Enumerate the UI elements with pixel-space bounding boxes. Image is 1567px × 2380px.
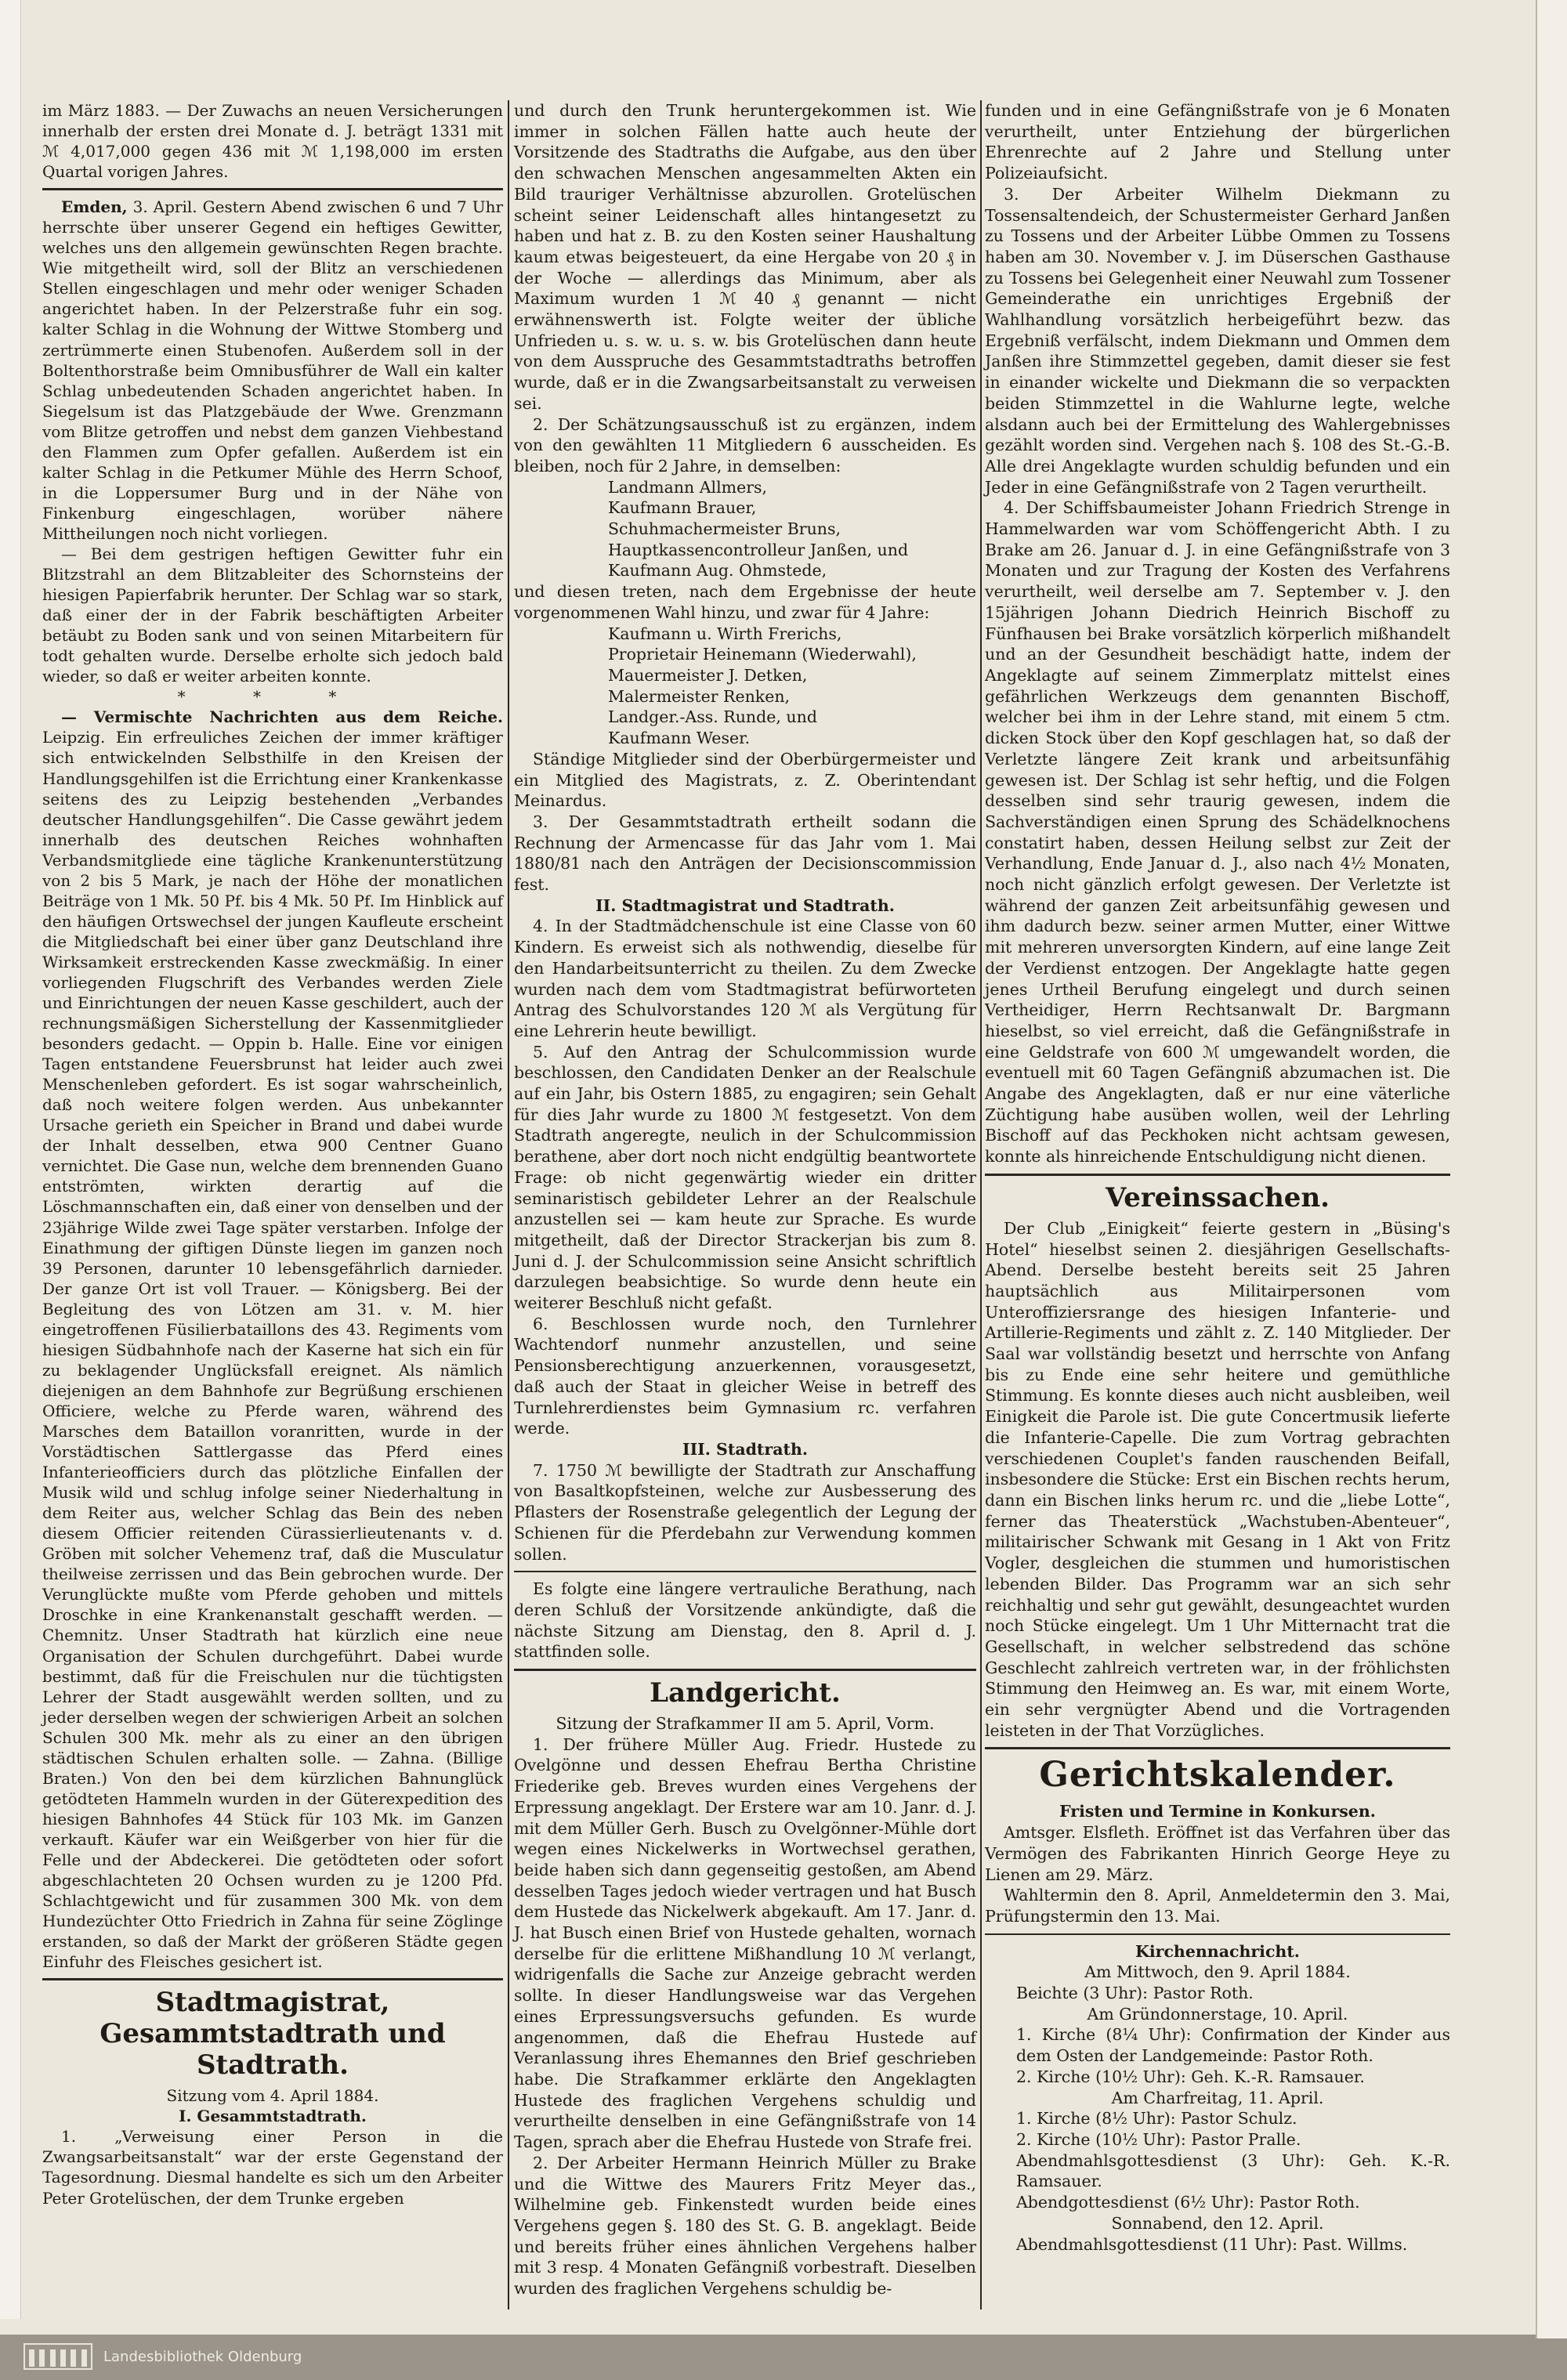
list-item: Malermeister Renken, — [608, 686, 791, 706]
emden-heading: Emden, — [61, 197, 128, 217]
new-members-paragraph: und diesen treten, nach dem Ergebnisse der heute vorgenommenen Wahl hinzu, und zwar für 4 Jahre: — [514, 582, 976, 622]
stadtrath-subheading: II. Stadtmagistrat und Stadtrath. — [595, 895, 895, 915]
gerichtskalender-subheading: Fristen und Termine in Konkursen. — [1059, 1802, 1376, 1821]
kirch-line: 1. Kirche (8¼ Uhr): Confirmation der Kinder aus dem Osten der Landgemeinde: Pastor Roth. — [1016, 2025, 1450, 2066]
divider — [985, 1933, 1450, 1935]
list-item: Proprietair Heinemann (Wiederwahl), — [608, 645, 917, 664]
kirchennachricht-heading: Kirchennachricht. — [1135, 1941, 1300, 1961]
list-item: Kaufmann u. Wirth Frerichs, — [608, 624, 842, 643]
kirch-line: Sonnabend, den 12. April. — [1111, 2213, 1324, 2233]
list-item: Schuhmachermeister Bruns, — [608, 519, 841, 539]
list-item: Hauptkassencontrolleur Janßen, und — [608, 540, 909, 559]
stadtmagistrat-subheading: I. Gesammtstadtrath. — [179, 2107, 367, 2126]
armencasse-paragraph: 3. Der Gesammtstadtrath ertheilt sodann die Rechnung der Armencasse für das Jahr vom 1. Mai 1880/81 nach den Anträgen der Decisionscommission fest. — [514, 812, 976, 895]
gerichtskalender-heading: Gerichtskalender. — [1039, 1755, 1396, 1796]
list-item: Landger.-Ass. Runde, und — [608, 707, 817, 727]
kirch-line: Am Charfreitag, 11. April. — [1111, 2088, 1324, 2107]
library-name: Landesbibliothek Oldenburg — [103, 2348, 302, 2365]
kirch-line: Beichte (3 Uhr): Pastor Roth. — [1016, 1984, 1254, 2003]
list-item: Kaufmann Brauer, — [608, 498, 757, 518]
kirch-line: Am Gründonnerstage, 10. April. — [1087, 2004, 1348, 2024]
emden-text-2: — Bei dem gestrigen heftigen Gewitter fuhr ein Blitzstrahl an dem Blitzableiter des Schornsteins der hiesigen Papierfabrik herunter. Der Schlag war so stark, daß einer der in der Fabrik beschäftigten Arbeiter betäubt zu Boden sank und von seinen Mitarbeitern für todt gehalten wurde. Derselbe erholte sich jedoch bald wieder, so daß er weiter arbeiten konnte. — [42, 544, 503, 686]
vermischte-text: Leipzig. Ein erfreuliches Zeichen der immer kräftiger sich entwickelnden Selbsthilfe in den Kreisen der Handlungsgehilfen ist die Errichtung einer Krankenkasse seitens des zu Leipzig bestehenden „Verbandes deutscher Handlungsgehilfen“. Die Casse gewährt jedem innerhalb des deutschen Reiches wohnhaften Verbandsmitgliede eine tägliche Krankenunterstützung von 2 bis 5 Mark, je nach der Höhe der monatlichen Beiträge von 1 Mk. 50 Pf. bis 4 Mk. 50 Pf. Im Hinblick auf den häufigen Ortswechsel der jungen Kaufleute erscheint die Mitgliedschaft bei einer über ganz Deutschland ihre Wirksamkeit erstreckenden Kasse zweckmäßig. In einer vorliegenden Flugschrift des Verbandes werden Ziele und Einrichtungen der neuen Kasse geschildert, auch der rechnungsmäßigen Sicherstellung der Kassenmitglieder besonders gedacht. — Oppin b. Halle. Eine vor einigen Tagen entstandene Feuersbrunst hat leider auch zwei Menschenleben gefordert. Es ist sogar wahrscheinlich, daß noch weitere folgen werden. Aus unbekannter Ursache gerieth ein Speicher in Brand und dabei wurde der Inhalt desselben, etwa 900 Centner Guano vernichtet. Die Gase nun, welche dem brennenden Guano entströmten, wirkten derartig auf die Löschmannschaften ein, daß einer von denselben und der 23jährige Wilde zwei Tage später verstarben. Infolge der Einathmung der giftigen Dünste liegen im ganzen noch 39 Personen, darunter 10 lebensgefährlich darnieder. Der ganze Ort ist voll Trauer. — Königsberg. Bei der Begleitung des von Lötzen am 31. v. M. hier eingetroffenen Füsilierbataillons des 43. Regiments vom hiesigen Südbahnhofe nach der Kaserne hat sich ein für zu beklagender Unglücksfall ereignet. Als nämlich diejenigen an dem Bahnhofe zur Begrüßung erschienen Officiere, welche zu Pferde waren, während des Marsches dem Bataillon voranritten, wurde in der Vorstädtischen Sattlergasse das Pferd eines Infanterieofficiers durch das plötzliche Einfallen der Musik wild und schlug infolge seiner Niederhaltung in dem Reiter aus, welcher Schlag das Bein des neben diesem Officier reitenden Cürassierlieutenants v. d. Gröben mit solcher Vehemenz traf, daß die Musculatur theilweise zerrissen und das Bein gebrochen wurde. Der Verunglückte mußte vom Pferde gehoben und mittels Droschke in eine Krankenanstalt geschafft werden. — Chemnitz. Unser Stadtrath hat kürzlich eine neue Organisation der Schulen durchgeführt. Dabei wurde bestimmt, daß für die Freischulen nur die tüchtigsten Lehrer der Stadt ausgewählt werden sollten, und zu jeder derselben wegen der schwierigen Arbeit an solchen Schulen 300 Mk. mehr als zu einer an den übrigen städtischen Schulen erhalten solle. — Zahna. (Billige Braten.) Von den bei dem kürzlichen Bahnunglück getödteten Hammeln wurden in der Güterexpedition des hiesigen Bahnhofes 44 Stück für 103 Mk. im Ganzen verkauft. Käufer war ein Weißgerber von hier für die Felle und der Abdeckerei. Die getödteten oder sofort abgeschlachteten 20 Ochsen wurden zu je 1200 Pfd. Schlachtgewicht und für zusammen 300 Mk. von dem Hundezüchter Otto Friedrich in Zahna für seine Zöglinge erstanden, so daß der Markt der größeren Städte gegen Einfuhr des Fleisches gesichert ist. — [42, 728, 503, 1972]
asterisk-divider: * * * — [177, 687, 368, 707]
standing-members-paragraph: Ständige Mitglieder sind der Oberbürgermeister und ein Mitglied des Magistrats, z. Z. Oberintendant Meinardus. — [514, 749, 976, 811]
kirch-line: 2. Kirche (10½ Uhr): Pastor Pralle. — [1016, 2129, 1301, 2149]
members-list-1 — [608, 477, 976, 582]
vereinssachen-text: Der Club „Einigkeit“ feierte gestern in „Büsing's Hotel“ hieselbst seinen 2. diesjährigen Gesellschafts-Abend. Derselbe besteht bereits seit 25 Jahren hauptsächlich aus Militairpersonen vom Unteroffiziersrange des hiesigen Infanterie- und Artillerie-Regiments und zählt z. Z. 140 Mitglieder. Der Saal war vollständig besetzt und herrschte von Anfang bis zu Ende eine sehr heitere und gemüthliche Stimmung. Es konnte dieses auch nicht ausbleiben, weil Einigkeit die Parole ist. Die gute Concertmusik lieferte die Infanterie-Capelle. Die zum Vortrag gebrachten verschiedenen Couplet's fanden rauschenden Beifall, insbesondere die Stücke: Erst ein Bischen rechts herum, dann ein Bischen links herum rc. und die „liebe Lotte“, ferner das Theaterstück „Wachstuben-Abenteuer“, militairischer Schwank mit Gesang in 1 Akt von Fritz Vogler, desgleichen die stummen und humoristischen lebenden Bilder. Das Programm war an sich sehr reichhaltig und sehr gut gewählt, desungeachtet wurden noch Stücke eingelegt. Um 1 Uhr Mitternacht trat die Gesellschaft, in welcher selbstredend das schöne Geschlecht zahlreich vertreten war, in der fröhlichsten Stimmung den Heimweg an. Es war, mit einem Worte, ein sehr vergnügter Abend und die Vortragenden leisteten in der That Vorzügliches. — [985, 1218, 1450, 1740]
stadtrath-iii-subheading: III. Stadtrath. — [682, 1440, 808, 1459]
mueller-paragraph: 2. Der Arbeiter Hermann Heinrich Müller zu Brake und die Wittwe des Maurers Fritz Meyer das., Wilhelmine geb. Finkenstedt wurden beide eines Vergehens gegen §. 180 des St. G. B. angeklagt. Beide und bereits früher eines ähnlichen Vergehens halber mit 3 resp. 4 Monaten Gefängniß vorbestraft. Dieselben wurden des fraglichen Vergehens schuldig be- — [514, 2153, 976, 2299]
verdict-paragraph: funden und in eine Gefängnißstrafe von je 6 Monaten verurtheilt, unter Entziehung der bürgerlichen Ehrenrechte auf 2 Jahre und Stellung unter Polizeiaufsicht. — [985, 101, 1450, 183]
divider — [514, 1669, 976, 1671]
divider — [985, 1747, 1450, 1749]
column-3 — [985, 100, 1450, 2255]
kirch-line: 2. Kirche (10½ Uhr): Geh. K.-R. Ramsauer. — [1016, 2067, 1365, 2086]
divider — [42, 188, 503, 190]
divider — [514, 1571, 976, 1572]
left-page-edge — [0, 0, 21, 2319]
schulcommission-paragraph: 5. Auf den Antrag der Schulcommission wurde beschlossen, den Candidaten Denker an der Realschule auf ein Jahr, bis Ostern 1885, zu engagiren; sein Gehalt für dies Jahr wurde zu 1800 ℳ festgesetzt. Von dem Stadtrath angeregte, neulich in der Schulcommission berathene, aber dort noch nicht endgültig beantwortete Frage: ob nicht gegenwärtig wieder ein dritter seminaristisch gebildeter Lehrer an der Realschule anzustellen sei — kam heute zur Sprache. Es wurde mitgetheilt, daß der Director Strackerjan bis zum 8. Juni d. J. der Schulcommission seine Ansicht schriftlich darzulegen beabsichtige. So wurde denn heute ein weiterer Beschluß nicht gefaßt. — [514, 1042, 976, 1313]
list-item: Mauermeister J. Detken, — [608, 665, 808, 685]
maedchenschule-paragraph: 4. In der Stadtmädchenschule ist eine Classe von 60 Kindern. Es erweist sich als nothwendig, dieselbe für den Handarbeitsunterricht zu theilen. Zu dem Zwecke wurden nach dem vom Stadtmagistrat befürworteten Antrag des Schulvorstandes 120 ℳ als Vergütung für eine Lehrerin heute bewilligt. — [514, 917, 976, 1040]
berathung-paragraph: Es folgte eine längere vertrauliche Berathung, nach deren Schluß der Vorsitzende ankündigte, daß die nächste Sitzung am Dienstag, den 8. April d. J. stattfinden solle. — [514, 1579, 976, 1662]
vermischte-heading: — Vermischte Nachrichten aus dem Reiche. — [61, 707, 503, 727]
emden-date: 3. April. — [132, 197, 197, 217]
basalt-paragraph: 7. 1750 ℳ bewilligte der Stadtrath zur Anschaffung von Basaltkopfsteinen, welche zur Ausbesserung des Pflasters der Rosenstraße gelegentlich der Legung der Schienen für die Pferdebahn zur Verwendung kommen sollen. — [514, 1460, 976, 1564]
stadtmagistrat-date: Sitzung vom 4. April 1884. — [166, 2086, 379, 2106]
library-logo-icon — [24, 2343, 92, 2370]
column-rule — [980, 100, 982, 2309]
divider — [985, 1174, 1450, 1176]
column-rule — [508, 100, 509, 2309]
kirch-line: Abendmahlsgottesdienst (3 Uhr): Geh. K.-R. Ramsauer. — [1016, 2150, 1450, 2191]
landgericht-date: Sitzung der Strafkammer II am 5. April, Vorm. — [556, 1714, 935, 1734]
schaetzung-paragraph: 2. Der Schätzungsausschuß ist zu ergänzen, indem von den gewählten 11 Mitgliedern 6 ausscheiden. Es bleiben, noch für 2 Jahre, in demselben: — [514, 414, 976, 476]
grotelueschen-paragraph: und durch den Trunk heruntergekommen ist. Wie immer in solchen Fällen hatte auch heute der Vorsitzende des Stadtraths die Aufgabe, aus den über den schwachen Menschen angesammelten Akten ein Bild trauriger Verhältnisse abzurollen. Grotelüschen scheint seiner Leidenschaft alles hintangesetzt zu haben und hat z. B. zu den Kosten seiner Haushaltung kaum etwas beigesteuert, da eine Hergabe von 20 ₰ in der Woche — allerdings das Minimum, aber als Maximum wurden 1 ℳ 40 ₰ genannt — nicht erwähnenswerth ist. Folgte weiter der übliche Unfrieden u. s. w. u. s. w. bis Grotelüschen dann heute von dem Ausspruche des Gesammtstadtraths betroffen wurde, daß er in die Zwangsarbeitsanstalt zu verweisen sei. — [514, 101, 976, 413]
kirch-line: Abendmahlsgottesdienst (11 Uhr): Past. Willms. — [1016, 2234, 1408, 2254]
column-1 — [42, 100, 503, 2208]
strenge-paragraph: 4. Der Schiffsbaumeister Johann Friedrich Strenge in Hammelwarden war vom Schöffengericht Abth. I zu Brake am 26. Januar d. J. in eine Gefängnißstrafe von 3 Monaten und zur Tragung der Kosten des Verfahrens verurtheilt, weil derselbe am 7. September v. J. den 15jährigen Johann Diedrich Heinrich Bischoff zu Fünfhausen bei Brake vorsätzlich körperlich mißhandelt und an der Gesundheit beschädigt hatte, indem der Angeklagte auf seinem Zimmerplatz mittelst eines gefährlichen Werkzeugs dem genannten Bischoff, welcher bei ihm in der Lehre stand, mit einem 5 ctm. dicken Stock über den Kopf geschlagen hat, so daß der Verletzte längere Zeit krank und arbeitsunfähig gewesen ist. Der Schlag ist sehr heftig, und die Folgen desselben sind sehr traurig gewesen, indem die Sachverständigen einen Sprung des Schädelknochens constatirt haben, dessen Heilung selbst zur Zeit der Verhandlung, Ende Januar d. J., also nach 4½ Monaten, noch nicht gänzlich erfolgt gewesen. Der Verletzte ist während der ganzen Zeit arbeitsunfähig gewesen und ihm dadurch bezw. seiner armen Mutter, einer Wittwe mit mehreren unversorgten Kindern, auf eine lange Zeit der Verdienst entzogen. Der Angeklagte hatte gegen jenes Urtheil Berufung eingelegt und durch seinen Vertheidiger, Herrn Rechtsanwalt Dr. Bargmann hieselbst, so viel erreicht, daß die Gefängnißstrafe in eine Geldstrafe von 600 ℳ umgewandelt worden, die eventuell mit 60 Tagen Gefängniß abzumachen ist. Die Angabe des Angeklagten, daß er nur eine väterliche Züchtigung habe ausüben wollen, weil der Lehrling Bischoff auf das Peckhoken nicht achtsam gewesen, konnte als hinreichende Entschuldigung nicht dienen. — [985, 498, 1450, 1166]
insurance-paragraph: im März 1883. — Der Zuwachs an neuen Versicherungen innerhalb der ersten drei Monate d. J. beträgt 1331 mit ℳ 4,017,000 gegen 436 mit ℳ 1,198,000 im ersten Quartal vorigen Jahres. — [42, 101, 503, 182]
members-list-2 — [608, 624, 976, 749]
emden-article — [42, 197, 503, 544]
divider — [42, 1978, 503, 1980]
list-item: Landmann Allmers, — [608, 477, 768, 497]
list-item: Kaufmann Aug. Ohmstede, — [608, 561, 827, 581]
stadtmagistrat-heading: Stadtmagistrat, Gesammtstadtrath und Stadtrath. — [100, 1987, 446, 2082]
footer — [24, 2341, 302, 2372]
vermischte-article — [42, 707, 503, 1972]
kirch-line: Am Mittwoch, den 9. April 1884. — [1084, 1962, 1351, 1982]
vereinssachen-heading: Vereinssachen. — [1106, 1181, 1330, 1214]
list-item: Kaufmann Weser. — [608, 729, 751, 748]
kirch-line: 1. Kirche (8½ Uhr): Pastor Schulz. — [1016, 2109, 1297, 2129]
kirch-line: Abendgottesdienst (6½ Uhr): Pastor Roth. — [1016, 2193, 1360, 2212]
stadtmagistrat-text: 1. „Verweisung einer Person in die Zwangsarbeitsanstalt“ war der erste Gegenstand der Tagesordnung. Diesmal handelte es sich um den Arbeiter Peter Grotelüschen, der dem Trunke ergeben — [42, 2127, 503, 2208]
diekmann-paragraph: 3. Der Arbeiter Wilhelm Diekmann zu Tossensaltendeich, der Schustermeister Gerhard Janßen zu Tossens und der Arbeiter Lübbe Ommen zu Tossens haben am 30. November v. J. im Düserschen Gasthause zu Tossens bei Gelegenheit einer Neuwahl zum Tossener Gemeinderathe ein unrichtiges Ergebniß der Wahlhandlung vorsätzlich herbeigeführt bezw. das Ergebniß verfälscht, indem Diekmann und Ommen dem Janßen ihre Stimmzettel gegeben, damit dieser sie fest in einander wickelte und Diekmann die so verpackten beiden Stimmzettel in die Wahlurne legte, welche alsdann auch bei der Ermittelung des Wahlergebnisses gezählt worden sind. Vergehen nach §. 108 des St.-G.-B. Alle drei Angeklagte wurden schuldig befunden und ein Jeder in eine Gefängnißstrafe von 2 Tagen verurtheilt. — [985, 184, 1450, 497]
elsfleth-paragraph: Amtsger. Elsfleth. Eröffnet ist das Verfahren über das Vermögen des Fabrikanten Hinrich George Heye zu Lienen am 29. März. — [985, 1823, 1450, 1884]
emden-text: Gestern Abend zwischen 6 und 7 Uhr herrschte über unserer Gegend ein heftiges Gewitter, welches uns den allgemein gewünschten Regen brachte. Wie mitgetheilt wird, soll der Blitz an verschiedenen Stellen eingeschlagen und mehr oder weniger Schaden angerichtet haben. In der Pelzerstraße fuhr ein sog. kalter Schlag in die Wohnung der Wittwe Stomberg und zertrümmerte einen Stubenofen. Außerdem soll in der Boltenthorstraße beim Omnibusführer de Wall ein kalter Schlag unbedeutenden Schaden angerichtet haben. In Siegelsum ist das Platzgebäude der Wwe. Grenzmann vom Blitze getroffen und nebst dem ganzen Viehbestand den Flammen zum Opfer gefallen. Außerdem ist ein kalter Schlag in die Petkumer Mühle des Herrn Schoof, in die Loppersumer Burg und in der Nähe von Finkenburg eingeschlagen, worüber nähere Mittheilungen noch nicht vorliegen. — [42, 197, 504, 543]
hustede-paragraph: 1. Der frühere Müller Aug. Friedr. Hustede zu Ovelgönne und dessen Ehefrau Bertha Christine Friederike geb. Breves wurden eines Vergehens der Erpressung angeklagt. Der Erstere war am 10. Janr. d. J. mit dem Müller Gerh. Busch zu Ovelgönner-Mühle dort wegen eines Nickelwerks in Wortwechsel gerathen, beide haben sich dann gegenseitig gestoßen, am Abend desselben Tages jedoch wieder vertragen und hat Busch dem Hustede das Nickelwerk abgekauft. Am 17. Janr. d. J. hat Busch einen Brief von Hustede gehalten, wornach derselbe für die erlittene Mißhandlung 10 ℳ verlangt, widrigenfalls die Sache zur Anzeige gebracht werden sollte. In dieser Handlungsweise war das Vergehen eines Erpressungsversuchs gefunden. Es wurde angenommen, daß die Ehefrau Hustede auf Veranlassung ihres Ehemannes den Brief geschrieben habe. Die Strafkammer erklärte den Angeklagten Hustede des fraglichen Vergehens schuldig und verurtheilte denselben in eine Gefängnißstrafe von 14 Tagen, sprach aber die Ehefrau Hustede von Strafe frei. — [514, 1734, 976, 2152]
termine-paragraph: Wahltermin den 8. April, Anmeldetermin den 3. Mai, Prüfungstermin den 13. Mai. — [985, 1886, 1450, 1926]
column-2 — [514, 100, 976, 2299]
right-page-edge — [1536, 0, 1567, 2338]
turnlehrer-paragraph: 6. Beschlossen wurde noch, den Turnlehrer Wachtendorf nunmehr anzustellen, und seine Pensionsberechtigung anzuerkennen, vorausgesetzt, daß auch der Staat in gleicher Weise in betreff des Turnlehrerdienstes beim Gymnasium rc. verfahren werde. — [514, 1314, 976, 1438]
landgericht-heading: Landgericht. — [650, 1677, 841, 1709]
